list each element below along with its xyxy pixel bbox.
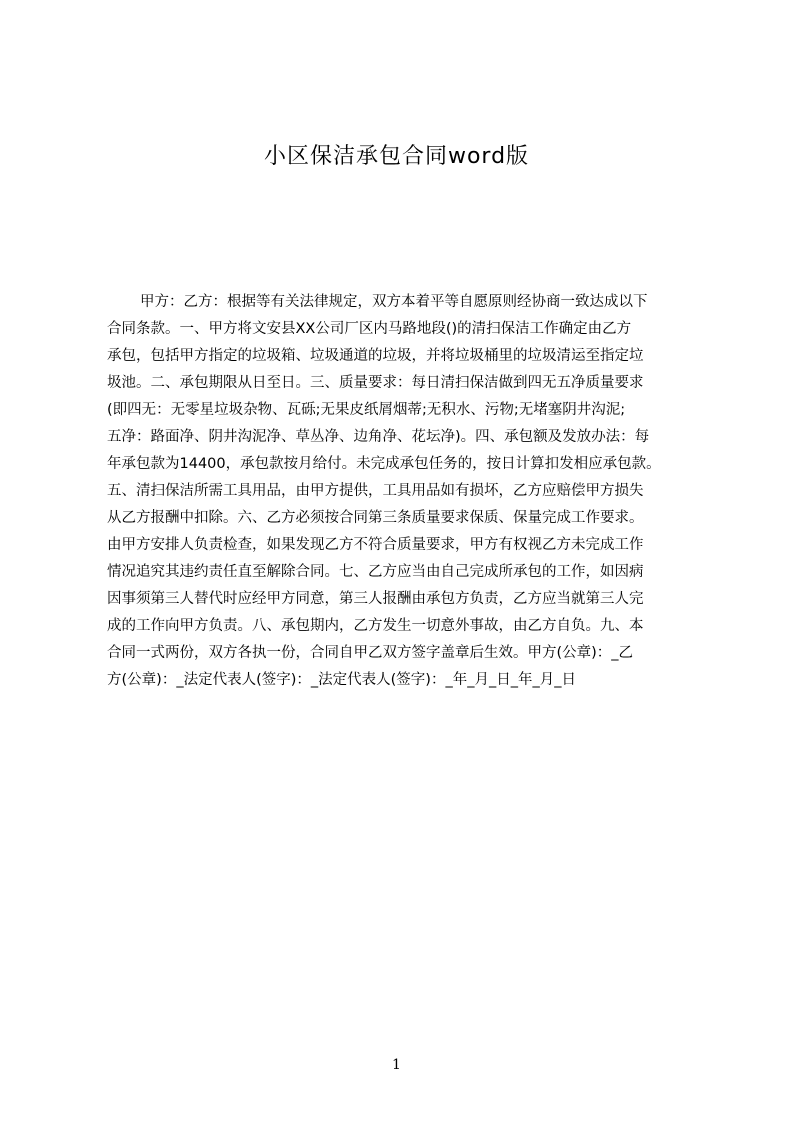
body-line: 合同一式两份，双方各执一份，合同自甲乙双方签字盖章后生效。甲方(公章)：_乙 <box>107 645 634 661</box>
body-line: (即四无：无零星垃圾杂物、瓦砾;无果皮纸屑烟蒂;无积水、污物;无堵塞阴井沟泥; <box>107 402 626 418</box>
body-line: 成的工作向甲方负责。八、承包期内，乙方发生一切意外事故，由乙方自负。九、本 <box>107 618 644 634</box>
body-line: 由甲方安排人负责检查，如果发现乙方不符合质量要求，甲方有权视乙方未完成工作 <box>107 537 644 553</box>
document-title: 小区保洁承包合同word版 <box>263 144 530 169</box>
body-line: 五、清扫保洁所需工具用品，由甲方提供，工具用品如有损坏，乙方应赔偿甲方损失 <box>107 483 644 499</box>
page-number: 1 <box>392 1057 401 1073</box>
body-line: 五净：路面净、阴井沟泥净、草丛净、边角净、花坛净)。四、承包额及发放办法：每 <box>107 429 650 445</box>
body-line: 承包，包括甲方指定的垃圾箱、垃圾通道的垃圾，并将垃圾桶里的垃圾清运至指定垃 <box>107 348 644 364</box>
body-line: 圾池。二、承包期限从日至日。三、质量要求：每日清扫保洁做到四无五净质量要求 <box>107 375 644 391</box>
body-line: 因事须第三人替代时应经甲方同意，第三人报酬由承包方负责，乙方应当就第三人完 <box>107 591 644 607</box>
body-line: 情况追究其违约责任直至解除合同。七、乙方应当由自己完成所承包的工作，如因病 <box>107 564 644 580</box>
body-line: 合同条款。一、甲方将文安县XX公司厂区内马路地段()的清扫保洁工作确定由乙方 <box>107 321 632 337</box>
contract-body <box>107 289 697 709</box>
body-line: 甲方：乙方：根据等有关法律规定，双方本着平等自愿原则经协商一致达成以下 <box>140 294 648 310</box>
body-line: 从乙方报酬中扣除。六、乙方必须按合同第三条质量要求保质、保量完成工作要求。 <box>107 510 644 526</box>
body-line: 年承包款为14400，承包款按月给付。未完成承包任务的，按日计算扣发相应承包款。 <box>107 456 661 472</box>
body-line: 方(公章)：_法定代表人(签字)：_法定代表人(签字)：_年_月_日_年_月_日 <box>107 672 576 688</box>
